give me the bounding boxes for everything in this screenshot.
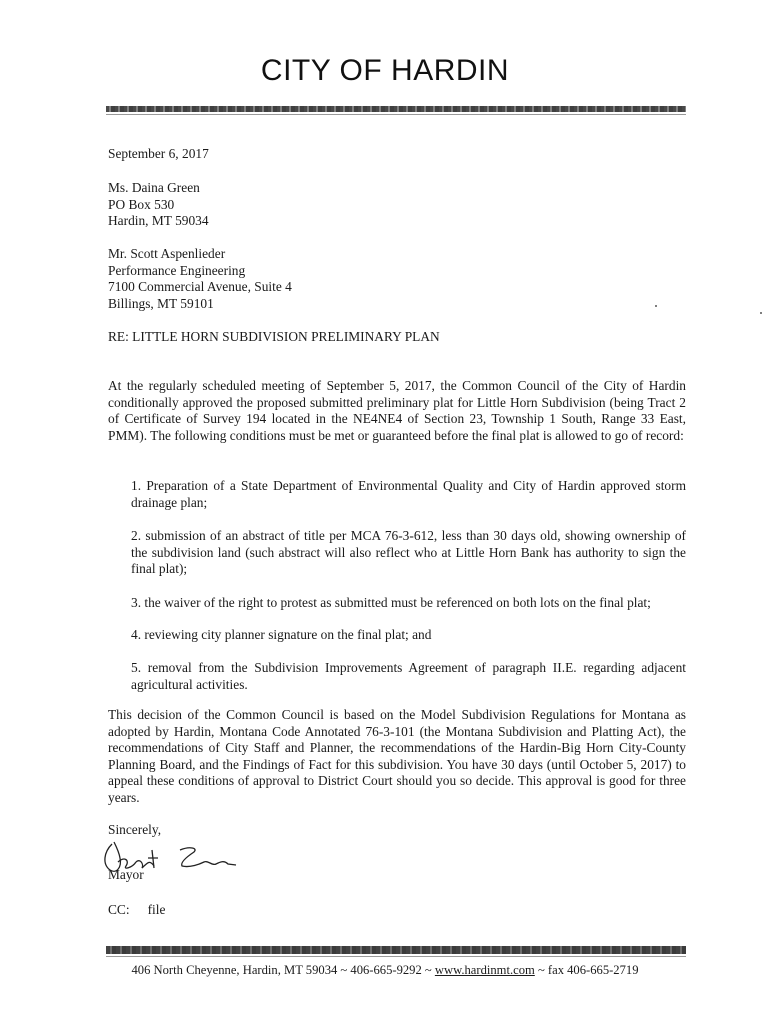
cc-line [108,902,686,919]
recipient-2-name: Mr. Scott Aspenlieder [108,246,226,261]
scan-speck [655,305,657,307]
recipient-address-2 [108,246,686,312]
recipient-2-line-2: Billings, MT 59101 [108,295,214,311]
condition-item-4: 4. reviewing city planner signature on the final plat; and [131,627,432,642]
condition-item-1: 1. Preparation of a State Department of Environmental Quality and City of Hardin approved storm drainage plan; [131,478,686,510]
letter-date: September 6, 2017 [108,146,209,161]
cc-label: CC: [108,902,130,917]
footer-address: 406 North Cheyenne, Hardin, MT 59034 ~ 406-665-9292 ~ [131,963,435,977]
subject-line: RE: LITTLE HORN SUBDIVISION PRELIMINARY PLAN [108,329,440,344]
recipient-1-line-1: PO Box 530 [108,196,175,212]
letterhead-divider [106,106,686,112]
recipient-1-line-2: Hardin, MT 59034 [108,213,209,229]
condition-item-3: 3. the waiver of the right to protest as submitted must be referenced on both lots on the final plat; [131,595,651,610]
scan-speck [760,312,762,314]
footer-divider [106,946,686,954]
decision-paragraph: This decision of the Common Council is based on the Model Subdivision Regulations for Montana as adopted by Hardin, Montana Code Annotated 76-3-101 (the Montana Subdivision and Platting Act), the recommendations of City Staff and Planner, the recommendations of the Hardin-Big Horn City-County Planning Board, and the Findings of Fact for this subdivision. You have 30 days (until October 5, 2017) to appeal these conditions of approval to District Court should you so decide. This approval is good for three years. [108,707,686,805]
intro-paragraph: At the regularly scheduled meeting of September 5, 2017, the Common Council of the City of Hardin conditionally approved the proposed submitted preliminary plat for Little Horn Subdivision (being Tract 2 of Certificate of Survey 194 located in the NE4NE4 of Section 23, Township 1 South, Range 33 East, PMM). The following conditions must be met or guaranteed before the final plat is allowed to go of record: [108,378,686,443]
signatory-title: Mayor [108,867,144,882]
recipient-address-1 [108,180,686,230]
condition-item-2: 2. submission of an abstract of title per MCA 76-3-612, less than 30 days old, showing ownership of the subdivision land (such abstract will also reflect who at Little Horn Bank has authority to sign the final plat); [131,528,686,577]
closing-salutation: Sincerely, [108,822,162,837]
letterhead-title: CITY OF HARDIN [260,54,510,87]
footer-website-link[interactable]: www.hardinmt.com [434,963,535,977]
condition-item-5: 5. removal from the Subdivision Improvements Agreement of paragraph II.E. regarding adjacent agricultural activities. [131,660,686,692]
cc-value: file [147,902,166,917]
footer-fax: ~ fax 406-665-2719 [534,963,639,977]
recipient-1-name: Ms. Daina Green [108,180,200,195]
footer [0,963,770,978]
recipient-2-company: Performance Engineering [108,262,246,278]
recipient-2-line-1: 7100 Commercial Avenue, Suite 4 [108,279,292,295]
